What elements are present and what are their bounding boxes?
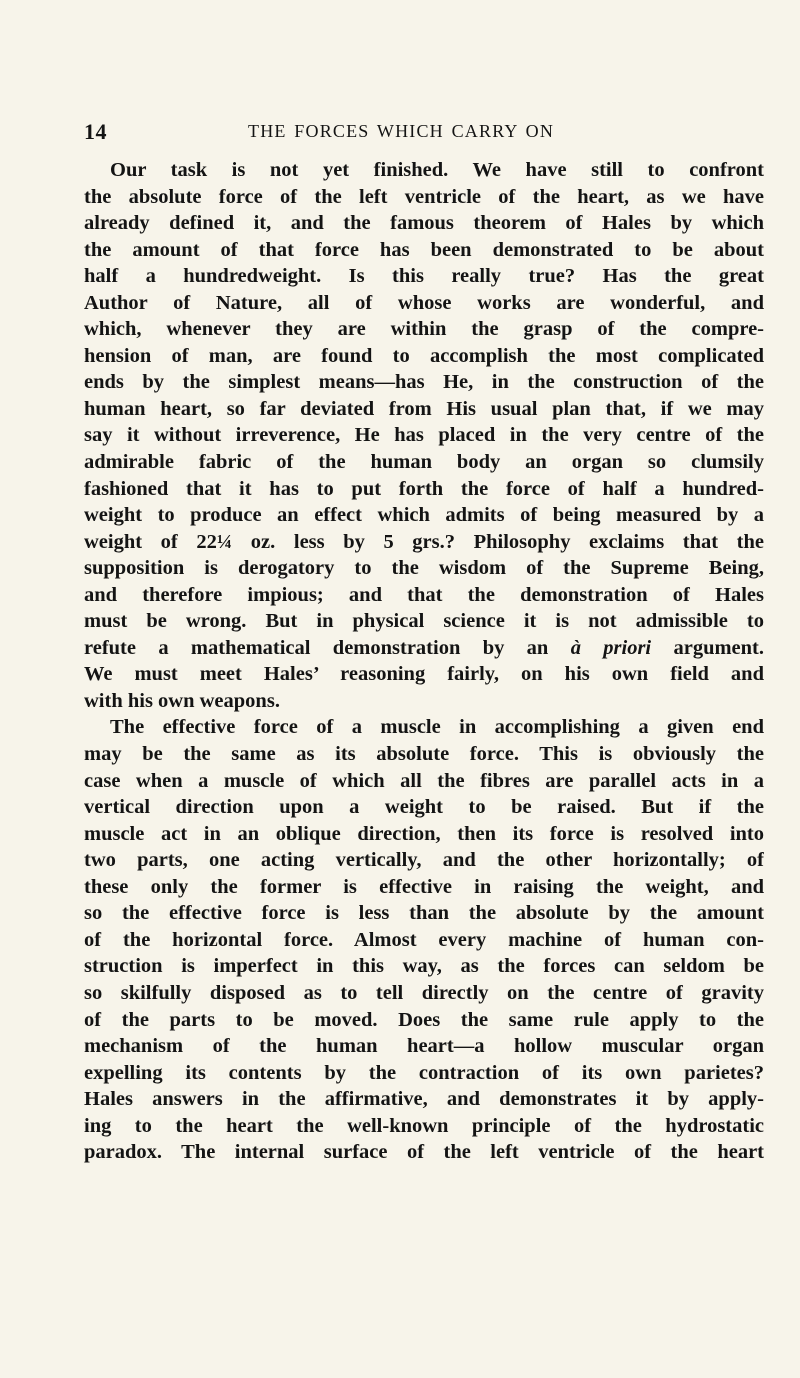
text-line: fashioned that it has to put forth the force of half a hundred- bbox=[84, 477, 764, 500]
text-line: of the parts to be moved. Does the same rule apply to the bbox=[84, 1008, 764, 1031]
text-line: expelling its contents by the contraction of its own parietes? bbox=[84, 1061, 764, 1084]
text-line: Hales answers in the affirmative, and demonstrates it by apply- bbox=[84, 1088, 764, 1111]
text-line: so skilfully disposed as to tell directly on the centre of gravity bbox=[84, 981, 764, 1004]
text-line: and therefore impious; and that the demonstration of Hales bbox=[84, 583, 764, 606]
text-line: case when a muscle of which all the fibres are parallel acts in a bbox=[84, 769, 764, 792]
text-line: two parts, one acting vertically, and the other horizontally; of bbox=[84, 849, 764, 872]
text-line: weight of 22¼ oz. less by 5 grs.? Philosophy exclaims that the bbox=[84, 530, 764, 553]
text-line: the absolute force of the left ventricle of the heart, as we have bbox=[84, 185, 764, 208]
text-line: half a hundredweight. Is this really true? Has the great bbox=[84, 265, 764, 288]
text-line: so the effective force is less than the absolute by the amount bbox=[84, 902, 764, 925]
text-line-with-italic bbox=[84, 635, 764, 662]
text-line: these only the former is effective in raising the weight, and bbox=[84, 875, 764, 898]
text-line: struction is imperfect in this way, as the forces can seldom be bbox=[84, 955, 764, 978]
text-line: already defined it, and the famous theorem of Hales by which bbox=[84, 212, 764, 235]
text-line: the amount of that force has been demonstrated to be about bbox=[84, 238, 764, 261]
running-title: THE FORCES WHICH CARRY ON bbox=[248, 121, 555, 141]
text-line: say it without irreverence, He has placed in the very centre of the bbox=[84, 424, 764, 447]
text-line: may be the same as its absolute force. This is obviously the bbox=[84, 743, 764, 766]
italic-phrase: à priori bbox=[570, 636, 652, 659]
text-line: We must meet Hales’ reasoning fairly, on his own field and bbox=[84, 663, 764, 686]
text-line: paradox. The internal surface of the left ventricle of the heart bbox=[84, 1141, 764, 1164]
text-line: vertical direction upon a weight to be raised. But if the bbox=[84, 796, 764, 819]
text-line: The effective force of a muscle in accomplishing a given end bbox=[110, 716, 764, 739]
text-line: mechanism of the human heart—a hollow muscular organ bbox=[84, 1035, 764, 1058]
text-line: human heart, so far deviated from His usual plan that, if we may bbox=[84, 397, 764, 420]
page-number: 14 bbox=[84, 119, 107, 144]
text-line: with his own weapons. bbox=[84, 689, 280, 712]
text-line: must be wrong. But in physical science it is not admissible to bbox=[84, 610, 764, 633]
text-line: muscle act in an oblique direction, then its force is resolved into bbox=[84, 822, 764, 845]
text-line: Our task is not yet finished. We have still to confront bbox=[110, 159, 764, 181]
text-line: Author of Nature, all of whose works are wonderful, and bbox=[84, 291, 764, 314]
text-line: hension of man, are found to accomplish the most complicated bbox=[84, 344, 764, 367]
text-segment: refute a mathematical demonstration by an bbox=[84, 636, 549, 659]
text-line: ends by the simplest means—has He, in the construction of the bbox=[84, 371, 764, 394]
text-line: of the horizontal force. Almost every machine of human con- bbox=[84, 928, 764, 951]
text-line: ing to the heart the well-known principle of the hydrostatic bbox=[84, 1114, 764, 1137]
text-line: which, whenever they are within the grasp of the compre- bbox=[84, 318, 764, 341]
text-segment: argument. bbox=[651, 636, 764, 659]
text-line: admirable fabric of the human body an organ so clumsily bbox=[84, 451, 764, 474]
text-line: supposition is derogatory to the wisdom of the Supreme Being, bbox=[84, 557, 764, 580]
running-head bbox=[84, 119, 764, 145]
body-text bbox=[84, 157, 764, 1166]
text-line: weight to produce an effect which admits of being measured by a bbox=[84, 504, 764, 527]
